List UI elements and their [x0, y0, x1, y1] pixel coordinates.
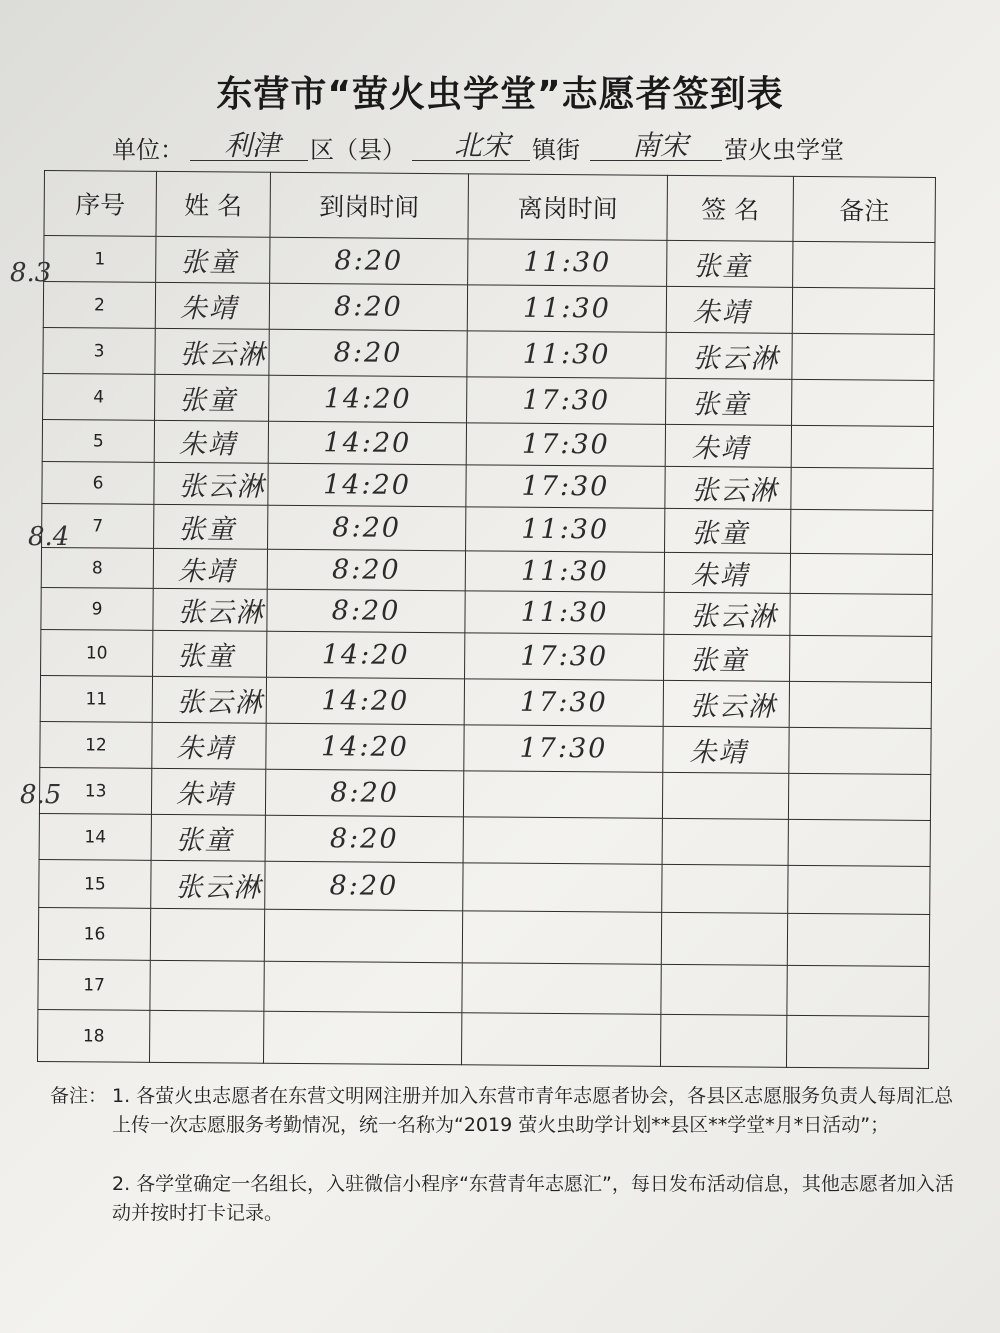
name-cell: 朱靖 [151, 768, 265, 815]
leave-time-cell: 17:30 [464, 679, 663, 727]
town-label: 镇街 [532, 136, 580, 164]
row-number: 8 [41, 547, 153, 588]
table-row [44, 236, 935, 289]
arrive-time-cell: 8:20 [267, 589, 465, 633]
row-number: 4 [43, 373, 155, 420]
header-leave-time: 离岗时间 [468, 174, 668, 241]
note-cell [792, 333, 934, 380]
table-row [42, 419, 933, 468]
header-name: 姓 名 [156, 171, 271, 237]
signature-cell: 张云淋 [663, 680, 789, 727]
table-row [40, 675, 931, 728]
table-row [41, 629, 932, 682]
note-item-1: 1. 各萤火虫志愿者在东营文明网注册并加入东营市青年志愿者协会，各县区志愿服务负责人每周汇总上传一次志愿服务考勤情况，统一名称为“2019 萤火虫助学计划**县区**学堂*月*日活动”； [112, 1085, 954, 1136]
district-underline [190, 160, 308, 161]
signature-cell [662, 772, 788, 819]
leave-time-cell [461, 1013, 660, 1067]
leave-time-cell [462, 963, 661, 1015]
table-row [37, 1009, 928, 1068]
arrive-time-cell: 8:20 [265, 861, 463, 911]
leave-time-cell: 11:30 [466, 507, 665, 553]
signature-cell: 张童 [664, 634, 790, 681]
table-row [42, 461, 933, 510]
arrive-time-cell: 14:20 [267, 631, 465, 679]
signature-cell [660, 1014, 786, 1067]
note-cell [787, 965, 929, 1016]
notes-label: 备注： [50, 1085, 108, 1107]
signature-cell: 张云淋 [666, 332, 792, 379]
arrive-time-cell: 14:20 [268, 463, 466, 507]
table-row [39, 813, 930, 866]
margin-date-1: 8.3 [10, 258, 52, 288]
arrive-time-cell: 14:20 [266, 677, 464, 725]
leave-time-cell: 11:30 [465, 551, 664, 593]
arrive-time-cell: 8:20 [265, 815, 463, 863]
leave-time-cell: 17:30 [466, 423, 665, 467]
row-number: 1 [44, 236, 156, 283]
table-row [41, 587, 932, 636]
name-cell: 张云淋 [151, 860, 265, 909]
signature-cell: 朱靖 [665, 424, 791, 467]
district-value: 利津 [224, 129, 281, 162]
arrive-time-cell: 8:20 [265, 769, 463, 817]
row-number: 14 [39, 813, 151, 860]
unit-label: 单位： [112, 136, 184, 164]
name-cell: 张云淋 [152, 676, 266, 723]
name-cell: 朱靖 [152, 722, 266, 769]
name-cell: 张童 [154, 504, 268, 549]
name-cell [150, 960, 264, 1011]
note-cell [786, 1015, 928, 1068]
arrive-time-cell: 8:20 [269, 283, 467, 331]
signature-cell: 朱靖 [663, 726, 789, 773]
leave-time-cell [463, 863, 662, 913]
leave-time-cell: 11:30 [468, 239, 667, 287]
table-row [43, 282, 934, 335]
row-number: 17 [38, 959, 150, 1010]
row-number: 7 [42, 503, 154, 548]
row-number: 6 [42, 461, 154, 504]
signature-cell: 朱靖 [664, 552, 790, 593]
arrive-time-cell: 8:20 [267, 549, 465, 591]
margin-date-2: 8.4 [28, 522, 70, 552]
signature-cell: 张童 [665, 508, 791, 553]
row-number: 10 [41, 629, 153, 676]
school-value: 南宋 [632, 129, 689, 162]
note-cell [791, 425, 933, 468]
note-item-2: 2. 各学堂确定一名组长，入驻微信小程序“东营青年志愿汇”，每日发布活动信息，其他志愿者加入活动并按时打卡记录。 [112, 1173, 954, 1224]
name-cell: 朱靖 [155, 282, 269, 329]
table-header-row [44, 171, 935, 243]
row-number: 16 [38, 907, 150, 960]
arrive-time-cell: 8:20 [270, 237, 468, 285]
arrive-time-cell [264, 909, 462, 963]
signature-cell [662, 864, 788, 913]
row-number: 18 [37, 1009, 149, 1062]
table-row [40, 721, 931, 774]
name-cell [149, 1010, 263, 1063]
leave-time-cell [462, 911, 661, 965]
note-cell [792, 379, 934, 426]
unit-line [112, 128, 912, 168]
name-cell: 张童 [153, 630, 267, 677]
arrive-time-cell: 8:20 [269, 329, 467, 377]
row-number: 15 [39, 859, 151, 908]
row-number: 12 [40, 721, 152, 768]
note-cell [790, 635, 932, 682]
margin-date-3: 8.5 [20, 780, 62, 810]
note-cell [792, 287, 934, 334]
name-cell: 张云淋 [153, 588, 267, 631]
arrive-time-cell: 14:20 [266, 723, 464, 771]
leave-time-cell: 17:30 [464, 725, 663, 773]
arrive-time-cell [264, 961, 462, 1013]
table-row [42, 503, 933, 554]
leave-time-cell: 11:30 [467, 331, 666, 379]
table-row [41, 547, 932, 594]
note-cell [791, 467, 933, 510]
note-cell [788, 865, 930, 914]
page-title: 东营市“萤火虫学堂”志愿者签到表 [216, 74, 784, 115]
name-cell: 张童 [156, 236, 270, 283]
signature-cell: 张云淋 [664, 592, 790, 635]
signature-cell [661, 964, 787, 1015]
table-row [39, 767, 930, 820]
row-number: 9 [41, 587, 153, 630]
name-cell: 张云淋 [155, 328, 269, 375]
header-arrive-time: 到岗时间 [270, 172, 469, 239]
leave-time-cell [463, 771, 662, 819]
note-cell [790, 593, 932, 636]
header-note: 备注 [793, 176, 936, 242]
signature-cell: 张云淋 [665, 466, 791, 509]
table-row [43, 373, 934, 426]
row-number: 5 [42, 419, 154, 462]
note-cell [790, 553, 932, 594]
leave-time-cell: 11:30 [467, 285, 666, 333]
name-cell: 张云淋 [154, 462, 268, 505]
row-number: 3 [43, 327, 155, 374]
arrive-time-cell [263, 1011, 461, 1065]
table-row [43, 327, 934, 380]
table-row [38, 959, 929, 1016]
name-cell: 朱靖 [153, 548, 267, 589]
leave-time-cell [463, 817, 662, 865]
note-cell [793, 241, 935, 288]
district-label: 区（县） [310, 136, 406, 164]
row-number: 13 [39, 767, 151, 814]
school-label: 萤火虫学堂 [724, 136, 844, 164]
leave-time-cell: 17:30 [467, 377, 666, 425]
row-number: 2 [43, 282, 155, 329]
sign-in-table [37, 170, 936, 1069]
leave-time-cell: 17:30 [466, 465, 665, 509]
note-cell [787, 913, 929, 966]
signature-cell: 朱靖 [666, 286, 792, 333]
note-cell [788, 773, 930, 820]
name-cell: 张童 [155, 374, 269, 421]
signature-cell [662, 818, 788, 865]
header-signature: 签 名 [667, 175, 794, 241]
name-cell: 张童 [151, 814, 265, 861]
row-number: 11 [40, 675, 152, 722]
header-number: 序号 [44, 171, 157, 237]
signature-cell: 张童 [667, 240, 793, 287]
note-cell [789, 727, 931, 774]
name-cell: 朱靖 [154, 420, 268, 463]
table-row [39, 859, 930, 914]
note-cell [788, 819, 930, 866]
arrive-time-cell: 8:20 [268, 505, 466, 551]
signature-cell: 张童 [666, 378, 792, 425]
note-cell [789, 681, 931, 728]
note-cell [791, 509, 933, 554]
name-cell [150, 908, 264, 961]
arrive-time-cell: 14:20 [269, 375, 467, 423]
signature-cell [661, 912, 787, 965]
leave-time-cell: 17:30 [465, 633, 664, 681]
town-value: 北宋 [454, 129, 511, 162]
leave-time-cell: 11:30 [465, 591, 664, 635]
table-row [38, 907, 929, 966]
arrive-time-cell: 14:20 [268, 421, 466, 465]
